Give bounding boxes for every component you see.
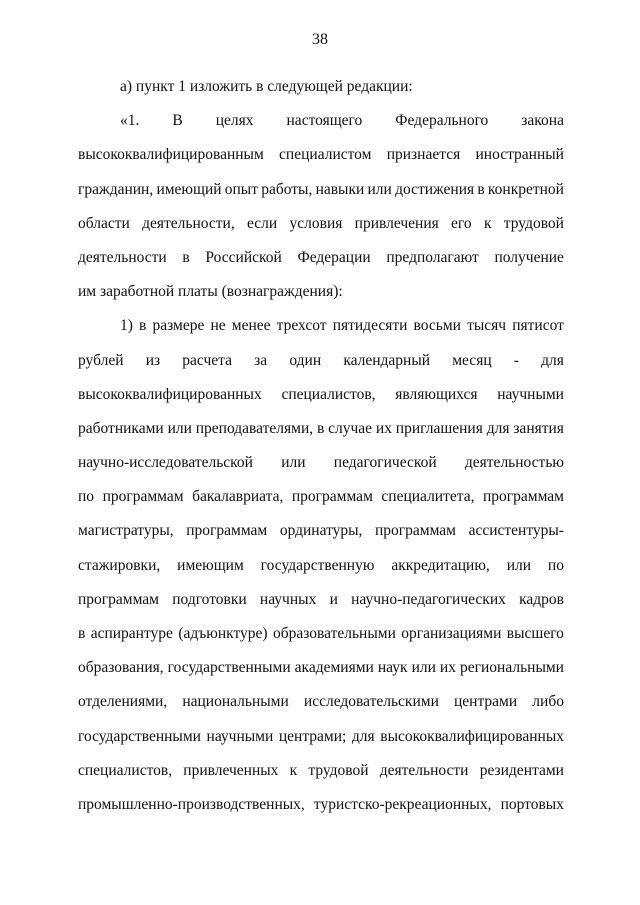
- text-line: стажировки, имеющим государственную аккредитацию, или по: [78, 556, 564, 574]
- text-line: им заработной платы (вознаграждения):: [78, 283, 343, 301]
- text-line: высококвалифицированных специалистов, являющихся научными: [78, 385, 564, 403]
- text-line: программам подготовки научных и научно-педагогических кадров: [78, 590, 564, 608]
- text-line: рублей из расчета за один календарный месяц - для: [78, 351, 564, 369]
- document-body: [78, 70, 564, 822]
- text-line: специалистов, привлеченных к трудовой деятельности резидентами: [78, 761, 564, 779]
- text-line: научно-исследовательской или педагогической деятельностью: [78, 454, 564, 472]
- text-line: по программам бакалавриата, программам специалитета, программам: [78, 488, 564, 506]
- text-line: высококвалифицированным специалистом признается иностранный: [78, 146, 564, 164]
- text-line: работниками или преподавателями, в случае их приглашения для занятия: [78, 419, 564, 437]
- page-number: 38: [312, 31, 328, 48]
- text-line: деятельности в Российской Федерации предполагают получение: [78, 248, 564, 266]
- text-line: а) пункт 1 изложить в следующей редакции:: [120, 78, 413, 95]
- text-line: отделениями, национальными исследовательскими центрами либо: [78, 693, 564, 711]
- text-line: «1. В целях настоящего Федерального закона: [120, 112, 564, 130]
- text-line: государственными научными центрами; для высококвалифицированных: [78, 727, 564, 745]
- text-line: области деятельности, если условия привлечения его к трудовой: [78, 214, 564, 232]
- text-line: в аспирантуре (адъюнктуре) образовательными организациями высшего: [78, 625, 564, 642]
- text-line: образования, государственными академиями наук или их региональными: [78, 659, 564, 677]
- text-line: промышленно-производственных, туристско-рекреационных, портовых: [78, 795, 564, 813]
- text-line: гражданин, имеющий опыт работы, навыки или достижения в конкретной: [78, 180, 564, 198]
- text-line: 1) в размере не менее трехсот пятидесяти восьми тысяч пятисот: [120, 317, 564, 335]
- text-line: магистратуры, программам ординатуры, программам ассистентуры-: [78, 522, 564, 540]
